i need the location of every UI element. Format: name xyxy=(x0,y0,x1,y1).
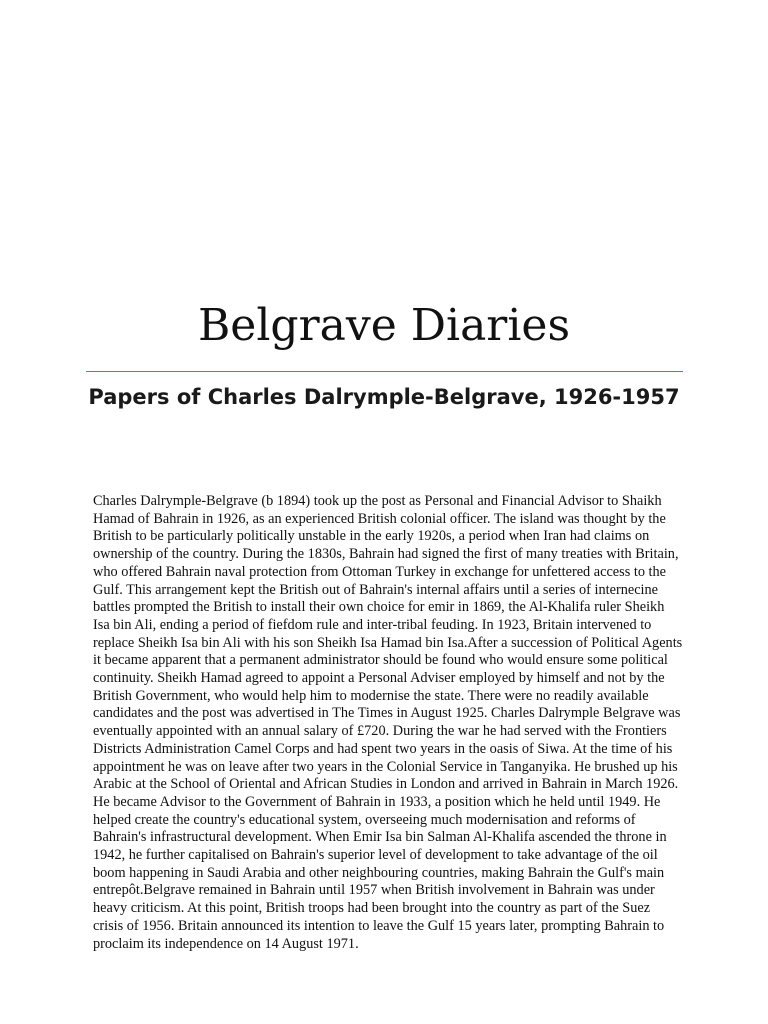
title-divider xyxy=(86,371,683,372)
document-title: Belgrave Diaries xyxy=(197,300,571,351)
body-paragraph: Charles Dalrymple-Belgrave (b 1894) took up the post as Personal and Financial Advisor to Shaikh Hamad of Bahrain in 1926, as an experienced British colonial officer. The island was thought by the British to be particularly politically unstable in the early 1920s, a period when Iran had claims on ownership of the country. During the 1830s, Bahrain had signed the first of many treaties with Britain, who offered Bahrain naval protection from Ottoman Turkey in exchange for unfettered access to the Gulf. This arrangement kept the British out of Bahrain's internal affairs until a series of internecine battles prompted the British to install their own choice for emir in 1869, the Al-Khalifa ruler Sheikh Isa bin Ali, ending a period of fiefdom rule and inter-tribal feuding. In 1923, Britain intervened to replace Sheikh Isa bin Ali with his son Sheikh Isa Hamad bin Isa.After a succession of Political Agents it became apparent that a permanent administrator should be found who would ensure some political continuity. Sheikh Hamad agreed to appoint a Personal Adviser employed by himself and not by the British Government, who would help him to modernise the state. There were no readily available candidates and the post was advertised in The Times in August 1925. Charles Dalrymple Belgrave was eventually appointed with an annual salary of £720. During the war he had served with the Frontiers Districts Administration Camel Corps and had spent two years in the oasis of Siwa. At the time of his appointment he was on leave after two years in the Colonial Service in Tanganyika. He brushed up his Arabic at the School of Oriental and African Studies in London and arrived in Bahrain in March 1926. He became Advisor to the Government of Bahrain in 1933, a position which he held until 1949. He helped create the country's educational system, overseeing much modernisation and reforms of Bahrain's infrastructural development. When Emir Isa bin Salman Al-Khalifa ascended the throne in 1942, he further capitalised on Bahrain's superior level of development to take advantage of the oil boom happening in Saudi Arabia and other neighbouring countries, making Bahrain the Gulf's main entrepôt.Belgrave remained in Bahrain until 1957 when British involvement in Bahrain was under heavy criticism. At this point, British troops had been brought into the country as part of the Suez crisis of 1956. Britain announced its intention to leave the Gulf 15 years later, prompting Bahrain to proclaim its independence on 14 August 1971. xyxy=(93,493,683,952)
document-subtitle: Papers of Charles Dalrymple-Belgrave, 1926-1957 xyxy=(88,385,680,409)
